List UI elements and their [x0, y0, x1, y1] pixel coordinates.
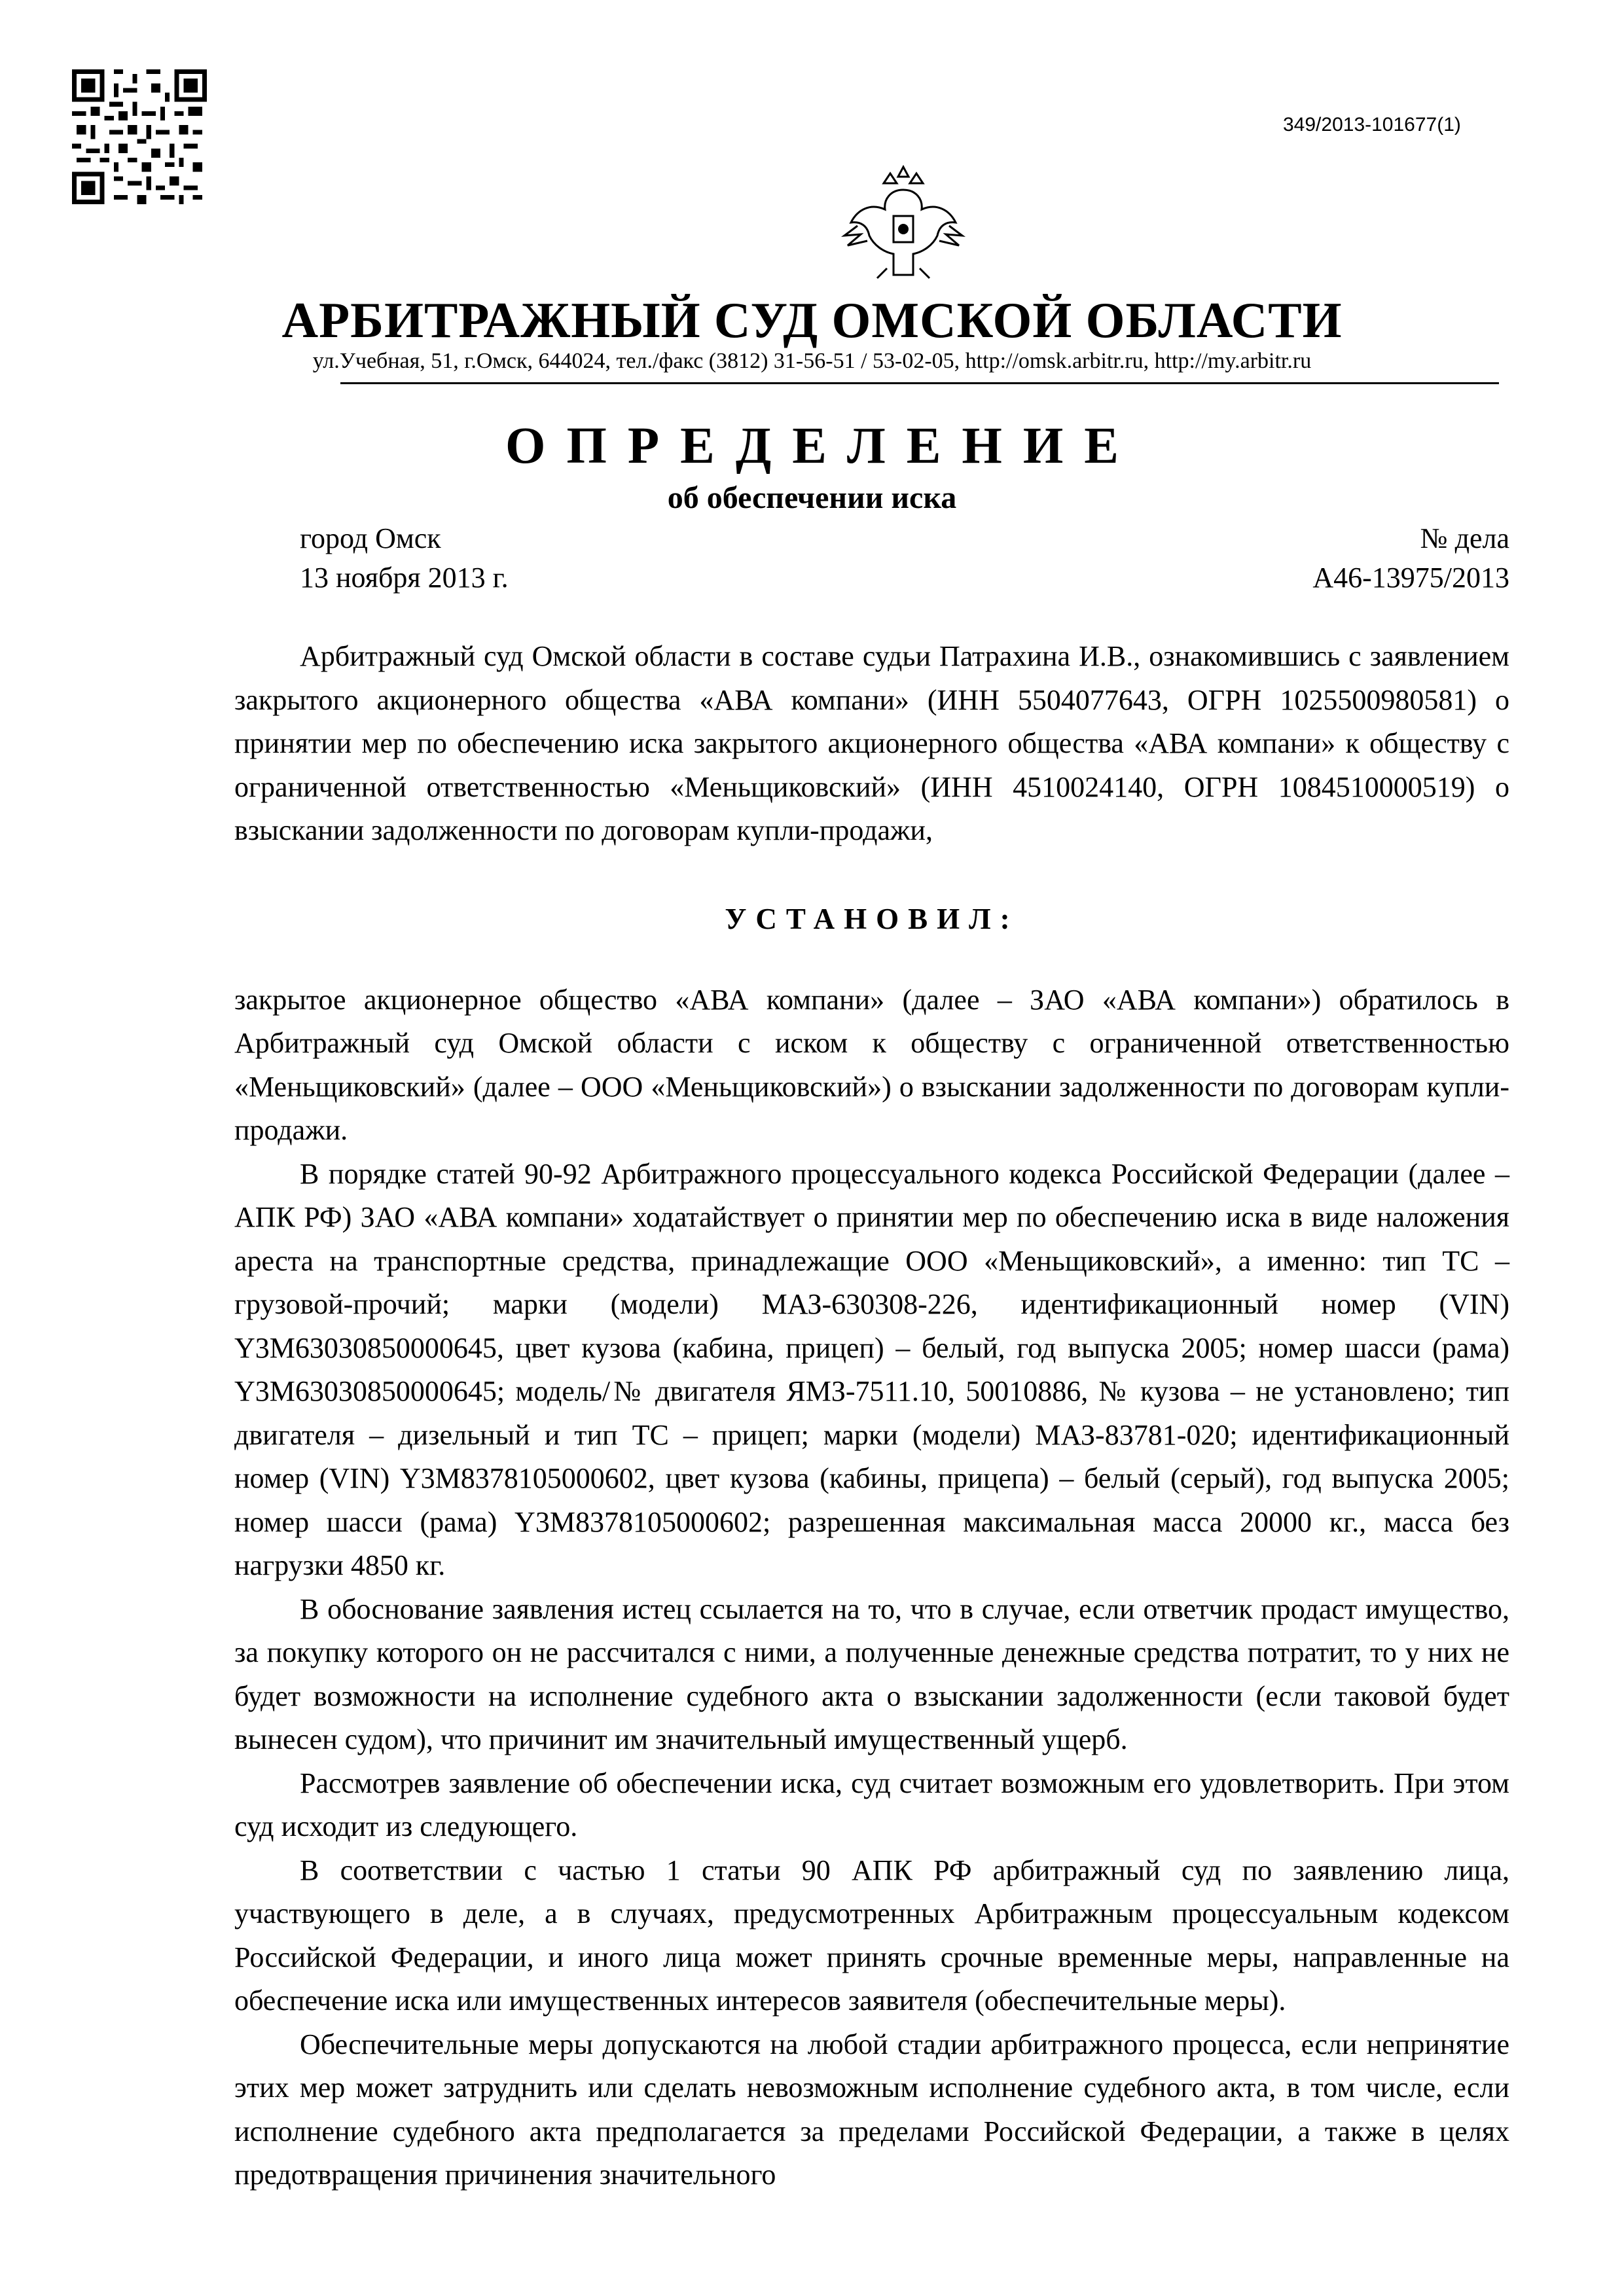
case-number-label: № дела: [1420, 522, 1509, 554]
body-paragraph: закрытое акционерное общество «АВА компани» (далее – ЗАО «АВА компани») обратилось в Арбитражный суд Омской области с иском к обществу с ограниченной ответственностью «Меньщиковский» (далее – ООО «Меньщиковский») о взыскании задолженности по договорам купли-продажи.: [234, 983, 1509, 1146]
document-type-heading: ОПРЕДЕЛЕНИЕ: [505, 418, 1140, 475]
header-divider: [340, 382, 1499, 384]
city: город Омск: [300, 522, 441, 554]
document-subtitle: об обеспечении иска: [667, 480, 957, 515]
coat-of-arms-icon: [838, 164, 969, 295]
date: 13 ноября 2013 г.: [300, 562, 509, 594]
document-body: [234, 635, 1509, 2197]
court-title: АРБИТРАЖНЫЙ СУД ОМСКОЙ ОБЛАСТИ: [281, 292, 1343, 348]
body-paragraph: В соответствии с частью 1 статьи 90 АПК РФ арбитражный суд по заявлению лица, участвующего в деле, а в случаях, предусмотренных Арбитражным процессуальным кодексом Российской Федерации, и иного лица может принять срочные временные меры, направленные на обеспечение иска или имущественных интересов заявителя (обеспечительные меры).: [234, 1854, 1509, 2017]
body-paragraph: В обоснование заявления истец ссылается на то, что в случае, если ответчик продаст имущество, за покупку которого он не рассчитался с ними, а полученные денежные средства потратит, то у них не будет возможности на исполнение судебного акта о взыскании задолженности (если таковой будет вынесен судом), что причинит им значительный имущественный ущерб.: [234, 1592, 1509, 1755]
body-paragraph: Рассмотрев заявление об обеспечении иска, суд считает возможным его удовлетворить. При этом суд исходит из следующего.: [234, 1767, 1509, 1842]
document-number: 349/2013-101677(1): [1283, 114, 1461, 135]
body-paragraph: Обеспечительные меры допускаются на любой стадии арбитражного процесса, если непринятие этих мер может затруднить или сделать невозможным исполнение судебного акта, в том числе, если исполнение судебного акта предполагается за пределами Российской Федерации, а также в целях предотвращения причинения значительного: [234, 2028, 1509, 2191]
body-paragraph: В порядке статей 90-92 Арбитражного процессуального кодекса Российской Федерации (далее – АПК РФ) ЗАО «АВА компани» ходатайствует о принятии мер по обеспечению иска в виде наложения ареста на транспортные средства, принадлежащие ООО «Меньщиковский», а именно: тип ТС – грузовой-прочий; марки (модели) МАЗ-630308-226, идентификационный номер (VIN) Y3M63030850000645, цвет кузова (кабина, прицеп) – белый, год выпуска 2005; номер шасси (рама) Y3M63030850000645; модель/№ двигателя ЯМЗ-7511.10, 50010886, № кузова – не установлено; тип двигателя – дизельный и тип ТС – прицеп; марки (модели) МАЗ-83781-020; идентификационный номер (VIN) Y3M8378105000602, цвет кузова (кабины, прицепа) – белый (серый), год выпуска 2005; номер шасси (рама) Y3M8378105000602; разрешенная максимальная масса 20000 кг., масса без нагрузки 4850 кг.: [234, 1157, 1509, 1581]
qr-code: [72, 69, 207, 204]
court-address: ул.Учебная, 51, г.Омск, 644024, тел./факс (3812) 31-56-51 / 53-02-05, http://omsk.arbitr.ru, http://my.arbitr.ru: [312, 349, 1312, 373]
intro-paragraph: Арбитражный суд Омской области в составе судьи Патрахина И.В., ознакомившись с заявлением закрытого акционерного общества «АВА компани» (ИНН 5504077643, ОГРН 1025500980581) о принятии мер по обеспечению иска закрытого акционерного общества «АВА компани» к обществу с ограниченной ответственностью «Меньщиковский» (ИНН 4510024140, ОГРН 1084510000519) о взыскании задолженности по договорам купли-продажи,: [234, 640, 1509, 846]
resolved-heading: УСТАНОВИЛ:: [725, 902, 1019, 935]
case-number: А46-13975/2013: [1312, 562, 1509, 594]
